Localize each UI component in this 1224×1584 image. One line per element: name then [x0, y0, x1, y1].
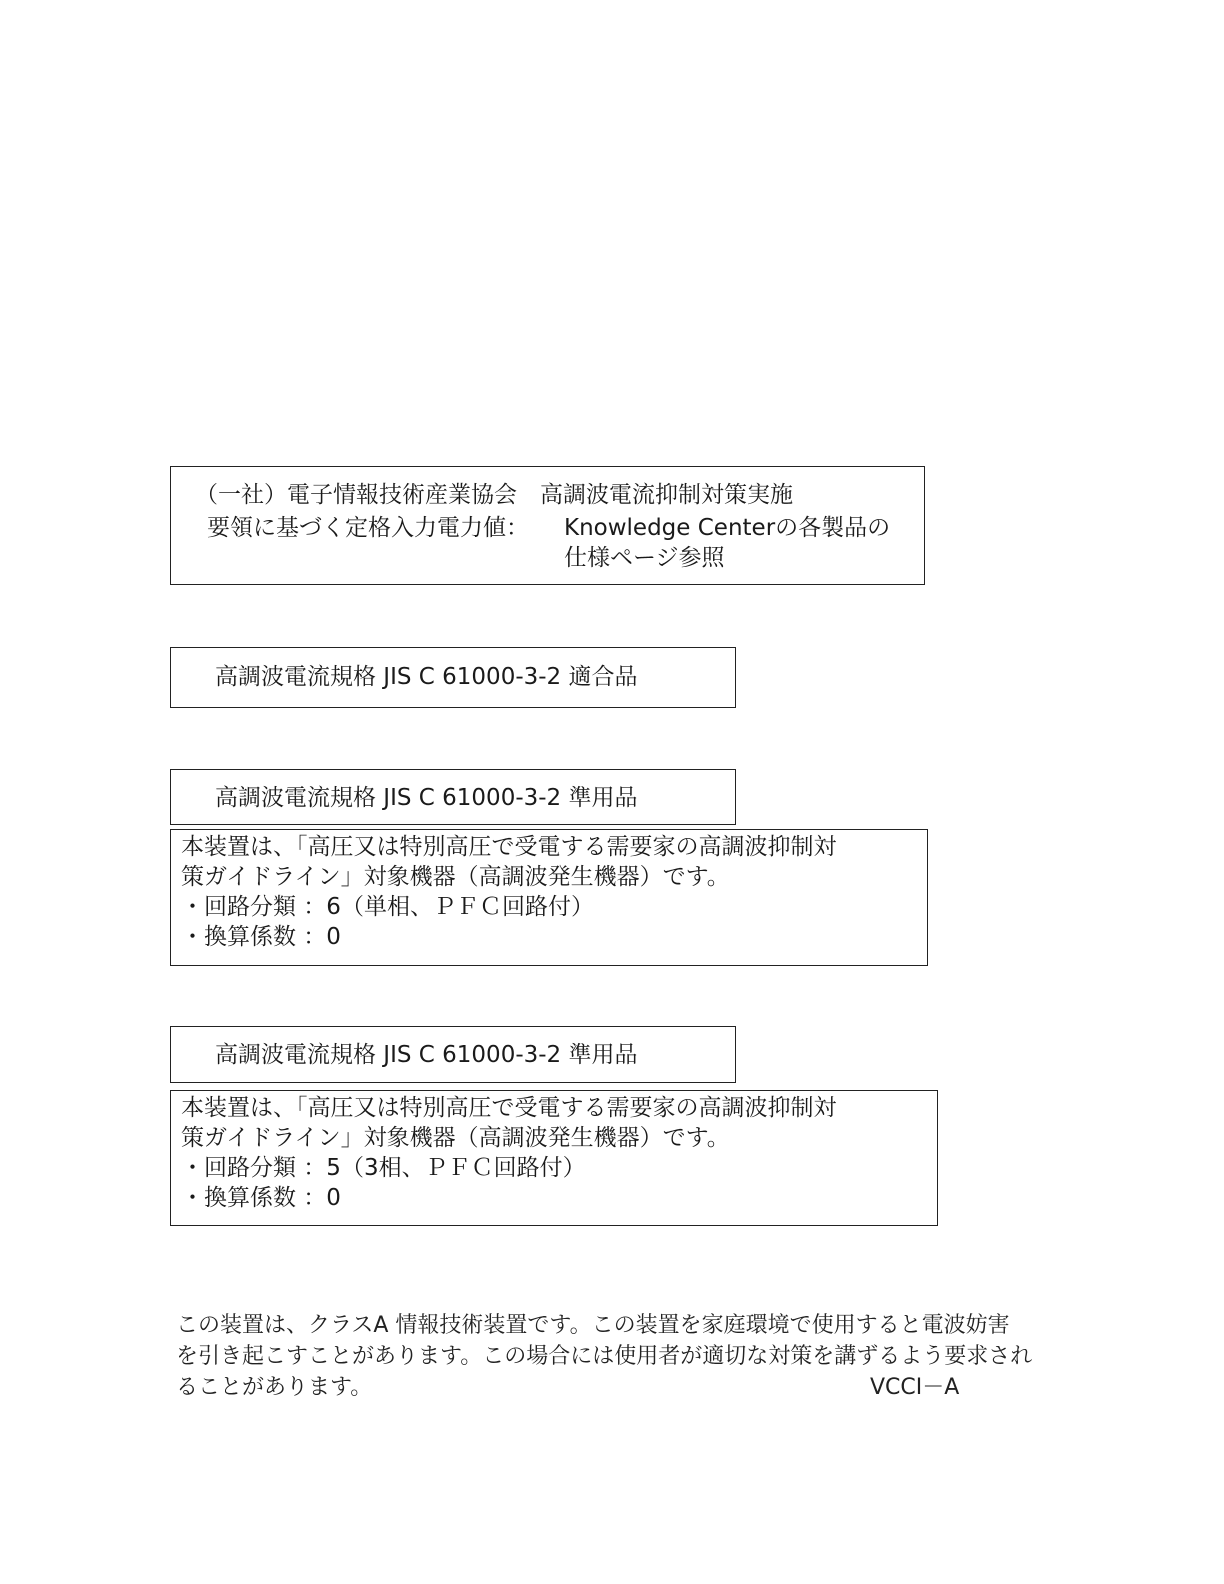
standard-applied-label: 高調波電流規格 JIS C 61000-3-2 準用品 [215, 1042, 638, 1068]
vcci-last-line [176, 1372, 1036, 1403]
circuit-class-line: ・回路分類 ：5（3相、ＰＦＣ回路付） [181, 1155, 586, 1181]
rated-input-value: Knowledge Centerの各製品の [564, 515, 891, 541]
vcci-line: この装置は、クラスA 情報技術装置です。この装置を家庭環境で使用すると電波妨害 [176, 1313, 1010, 1338]
rated-input-header: （一社）電子情報技術産業協会 高調波電流抑制対策実施 [195, 482, 793, 508]
vcci-notice [176, 1310, 1036, 1403]
vcci-line: を引き起こすことがあります。この場合には使用者が適切な対策を講ずるよう要求され [176, 1344, 1033, 1369]
rated-input-label: 要領に基づく定格入力電力値： [207, 515, 529, 541]
conversion-factor-line: ・換算係数 ：0 [181, 924, 341, 950]
single-phase-detail-box [170, 829, 928, 966]
rated-input-value-cont: 仕様ページ参照 [564, 545, 725, 571]
vcci-line-text: ることがあります。 [176, 1375, 373, 1400]
three-phase-detail-box [170, 1090, 938, 1226]
rated-input-power-box [170, 466, 925, 585]
standard-compliant-box [170, 647, 736, 708]
detail-line: 策ガイドライン」対象機器（高調波発生機器）です。 [181, 1125, 730, 1151]
detail-line: 策ガイドライン」対象機器（高調波発生機器）です。 [181, 864, 730, 890]
standard-applied-label: 高調波電流規格 JIS C 61000-3-2 準用品 [215, 785, 638, 811]
conversion-factor-line: ・換算係数 ：0 [181, 1185, 341, 1211]
standard-applied-single-phase-box [170, 769, 736, 825]
standard-compliant-label: 高調波電流規格 JIS C 61000-3-2 適合品 [215, 664, 638, 690]
detail-line: 本装置は、「高圧又は特別高圧で受電する需要家の高調波抑制対 [181, 1095, 837, 1121]
detail-line: 本装置は、「高圧又は特別高圧で受電する需要家の高調波抑制対 [181, 834, 837, 860]
circuit-class-line: ・回路分類 ：6（単相、ＰＦＣ回路付） [181, 894, 594, 920]
vcci-mark: VCCI－A [870, 1375, 960, 1400]
standard-applied-three-phase-box [170, 1026, 736, 1083]
